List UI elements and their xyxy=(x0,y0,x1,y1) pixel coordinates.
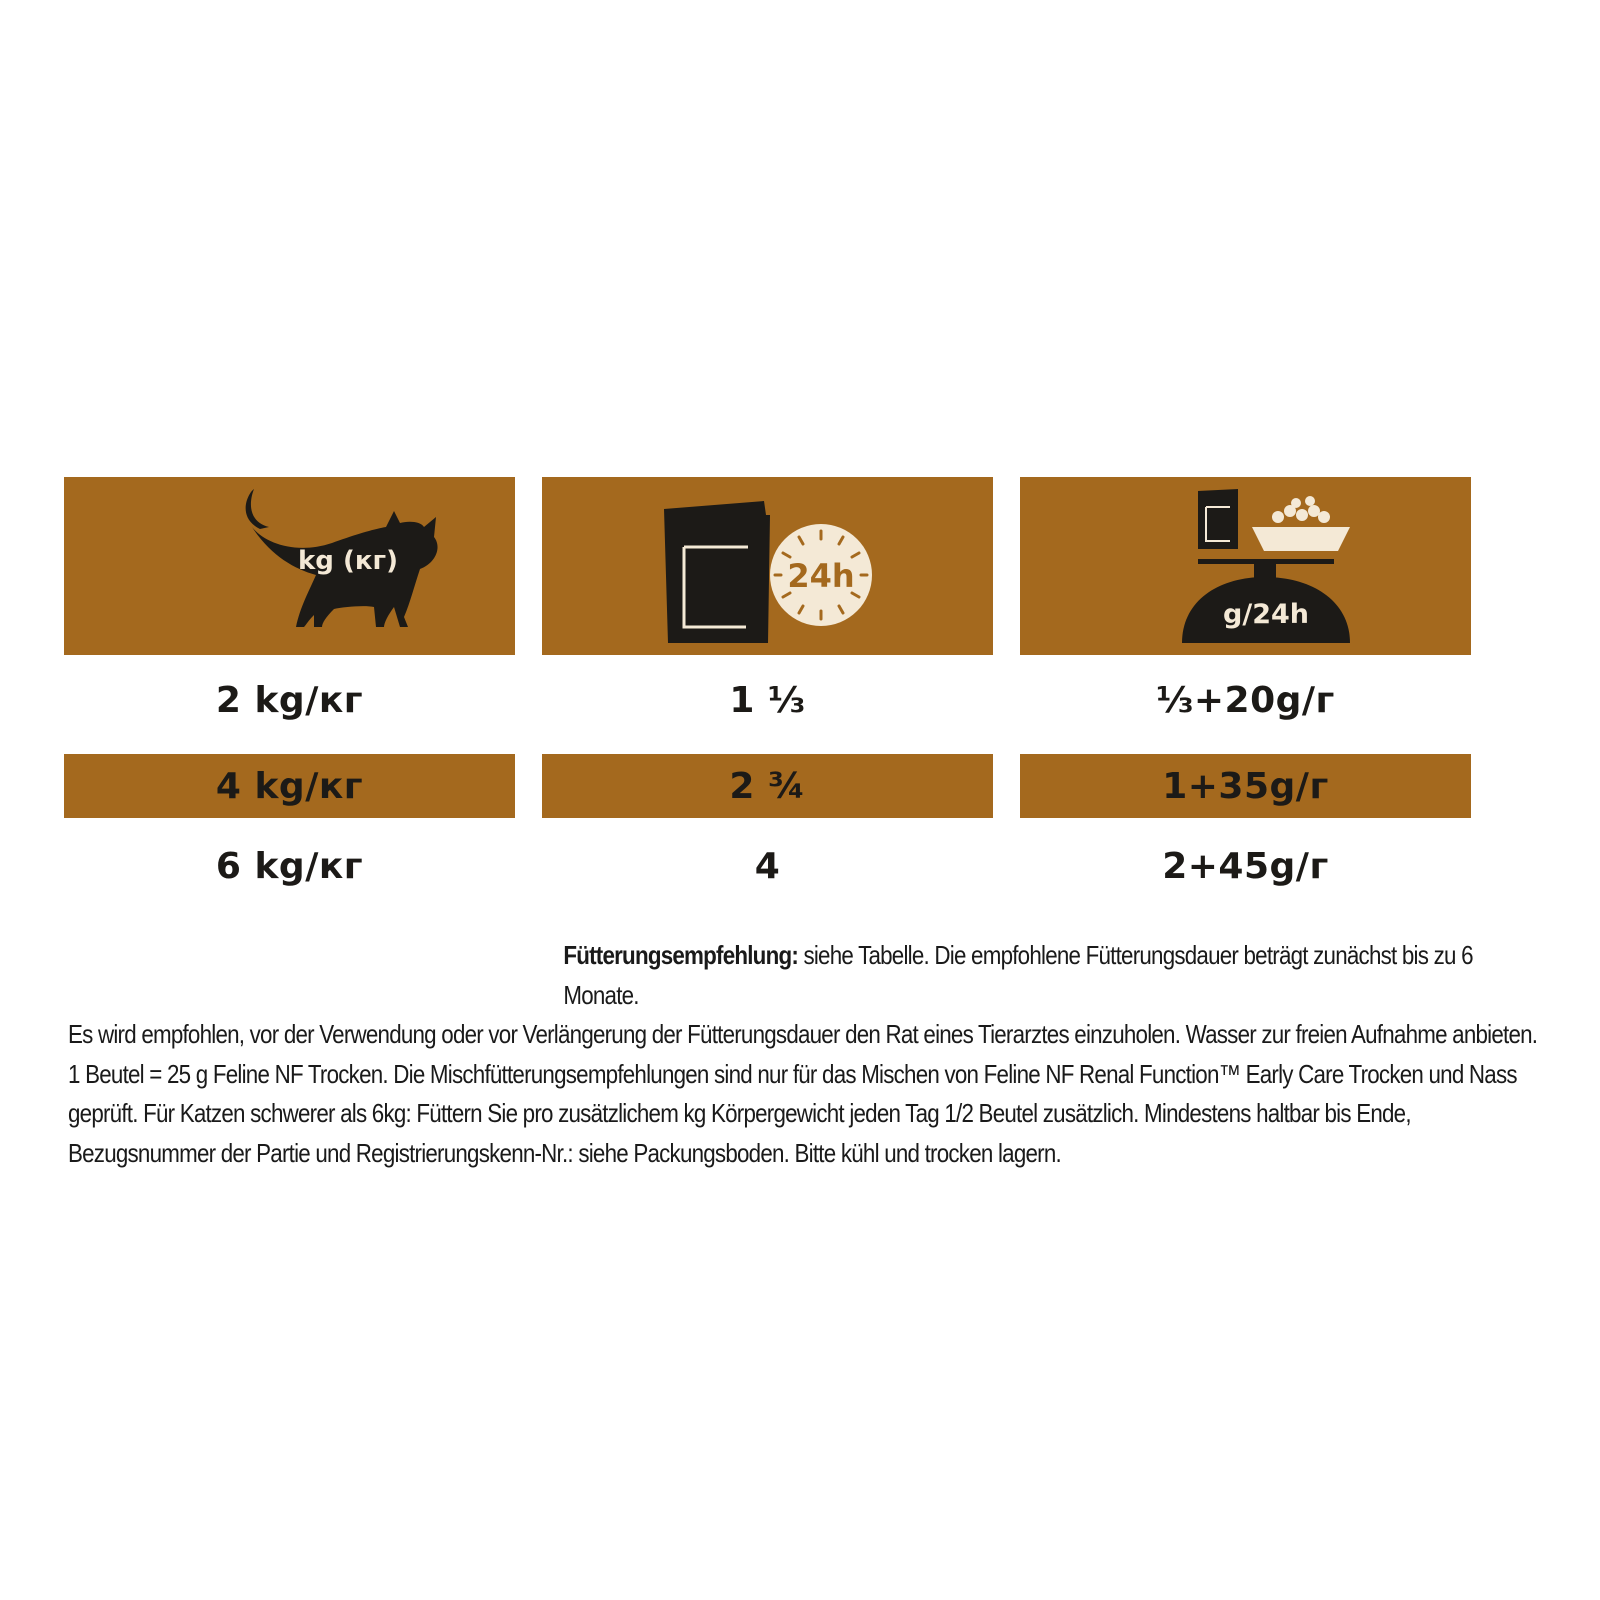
cat-weight-icon xyxy=(64,477,515,655)
feeding-note xyxy=(68,936,1544,1173)
header-weight xyxy=(64,477,515,655)
cell-mixed-2: 1+35g/г xyxy=(1020,754,1471,818)
note-body: Es wird empfohlen, vor der Verwendung oder vor Verlängerung der Fütterungsdauer den Rat eines Tierarztes einzuholen. Wasser zur freien Aufnahme anbieten. 1 Beutel = 25 g Feline NF Trocken. Die Mischfütterungsempfehlungen sind nur für das Mischen von Feline NF Renal Function™ Early Care Trocken und Nass geprüft. Für Katzen schwerer als 6kg: Füttern Sie pro zusätzlichem kg Körpergewicht jeden Tag 1/2 Beutel zusätzlich. Mindestens haltbar bis Ende, Bezugsnummer der Partie und Registrierungskenn-Nr.: siehe Packungsboden. Bitte kühl und trocken lagern. xyxy=(68,1019,1538,1168)
cell-mixed-1: ⅓+20g/г xyxy=(1156,679,1335,721)
cell-mixed-3: 2+45g/г xyxy=(1162,845,1329,887)
header-mixed xyxy=(1020,477,1471,655)
cat-weight-label: kg (кг) xyxy=(298,546,398,576)
cell-pouches-1: 1 ⅓ xyxy=(729,679,806,721)
column-pouches xyxy=(542,0,993,900)
pouch-24h-icon xyxy=(542,477,993,655)
scale-bowl-icon xyxy=(1020,477,1471,655)
note-heading: Fütterungsempfehlung: xyxy=(563,940,799,970)
column-weight xyxy=(64,0,515,900)
note-first-line xyxy=(68,936,1544,1015)
header-pouches xyxy=(542,477,993,655)
cell-weight-3: 6 kg/кг xyxy=(215,845,364,887)
column-mixed xyxy=(1020,0,1471,900)
cell-weight-2: 4 kg/кг xyxy=(64,754,515,818)
note-line1: siehe Tabelle. Die empfohlene Fütterungsdauer beträgt zunächst bis zu 6 Monate. xyxy=(563,940,1473,1010)
pouch-24h-label: 24h xyxy=(787,557,855,595)
cell-pouches-3: 4 xyxy=(754,845,781,887)
scale-label: g/24h xyxy=(1223,599,1309,630)
cell-pouches-2: 2 ¾ xyxy=(542,754,993,818)
cell-weight-1: 2 kg/кг xyxy=(215,679,364,721)
